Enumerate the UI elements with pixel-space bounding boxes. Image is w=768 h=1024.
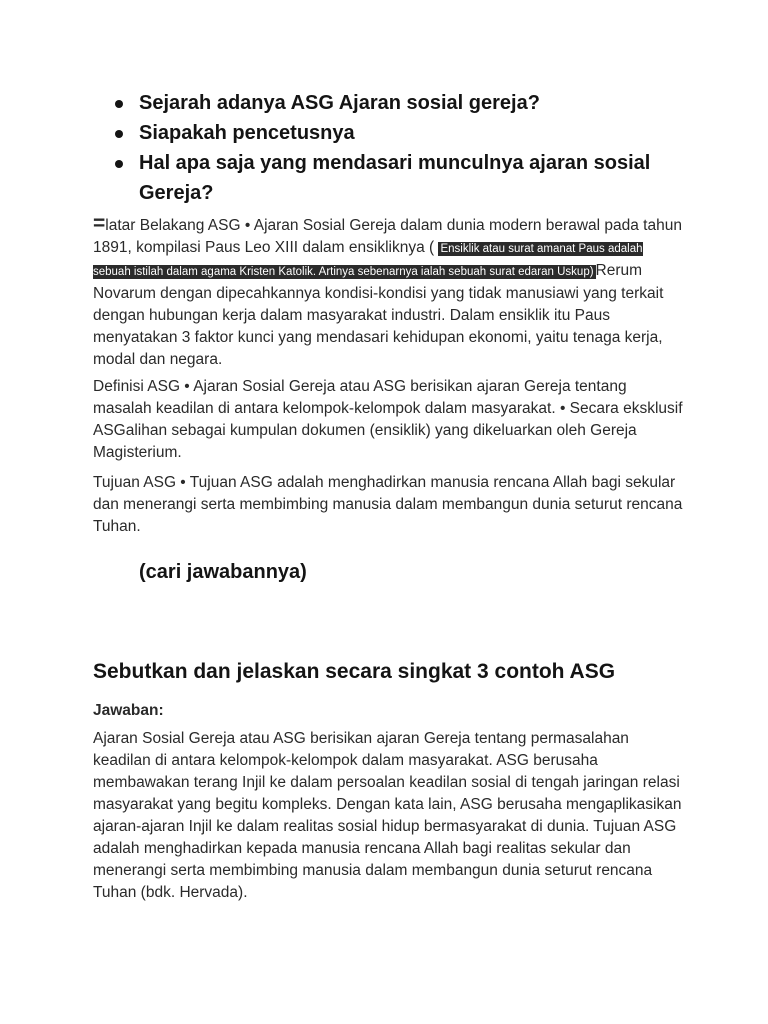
intro-paragraph: [93, 213, 683, 371]
cari-jawaban-note: (cari jawabannya): [139, 561, 307, 583]
equals-mark: =: [93, 212, 106, 235]
tujuan-paragraph: Tujuan ASG • Tujuan ASG adalah menghadirkan manusia rencana Allah bagi sekular dan menerangi serta membimbing manusia dalam membangun dunia seturut rencana Tuhan.: [93, 474, 683, 535]
highlighted-note: Ensiklik atau surat amanat Paus adalah sebuah istilah dalam agama Kristen Katolik. Artinya sebenarnya ialah sebuah surat edaran Uskup): [93, 243, 643, 278]
bullet-icon: [115, 160, 123, 168]
question-item: [93, 148, 693, 208]
intro-text-before: latar Belakang ASG • Ajaran Sosial Gereja dalam dunia modern berawal pada tahun 1891, kompilasi Paus Leo XIII dalam ensikliknya (: [93, 217, 682, 256]
question-text: Siapakah pencetusnya: [139, 122, 355, 144]
question-text: Sejarah adanya ASG Ajaran sosial gereja?: [139, 92, 540, 114]
definisi-paragraph: Definisi ASG • Ajaran Sosial Gereja atau ASG berisikan ajaran Gereja tentang masalah keadilan di antara kelompok-kelompok dalam masyarakat. • Secara eksklusif ASGalihan sebagai kumpulan dokumen (ensiklik) yang dikeluarkan oleh Gereja Magisterium.: [93, 378, 683, 461]
question-text: Hal apa saja yang mendasari munculnya ajaran sosial Gereja?: [139, 152, 651, 204]
bullet-icon: [115, 130, 123, 138]
question-item: [93, 88, 693, 118]
intro-text-after: Rerum Novarum dengan dipecahkannya kondisi-kondisi yang tidak manusiawi yang terkait dengan hubungan kerja dalam masyarakat industri. Dalam ensiklik itu Paus menyatakan 3 faktor kunci yang mendasari kehidupan ekonomi, yaitu tenaga kerja, modal dan negara.: [93, 262, 664, 368]
jawaban-paragraph: Ajaran Sosial Gereja atau ASG berisikan ajaran Gereja tentang permasalahan keadilan di antara kelompok-kelompok dalam masyarakat. ASG berusaha membawakan terang Injil ke dalam persoalan keadilan sosial di tengah jaringan relasi masyarakat yang begitu kompleks. Dengan kata lain, ASG berusaha mengaplikasikan ajaran-ajaran Injil ke dalam realitas sosial hidup bermasyarakat di dunia. Tujuan ASG adalah menghadirkan kepada manusia rencana Allah bagi realitas sekular dan menerangi serta membimbing manusia dalam membangun dunia seturut rencana Tuhan (bdk. Hervada).: [93, 730, 682, 901]
bullet-icon: [115, 100, 123, 108]
question-item: [93, 118, 693, 148]
question-list: [93, 88, 693, 208]
jawaban-label: Jawaban:: [93, 702, 164, 719]
section-heading: Sebutkan dan jelaskan secara singkat 3 contoh ASG: [93, 660, 616, 683]
